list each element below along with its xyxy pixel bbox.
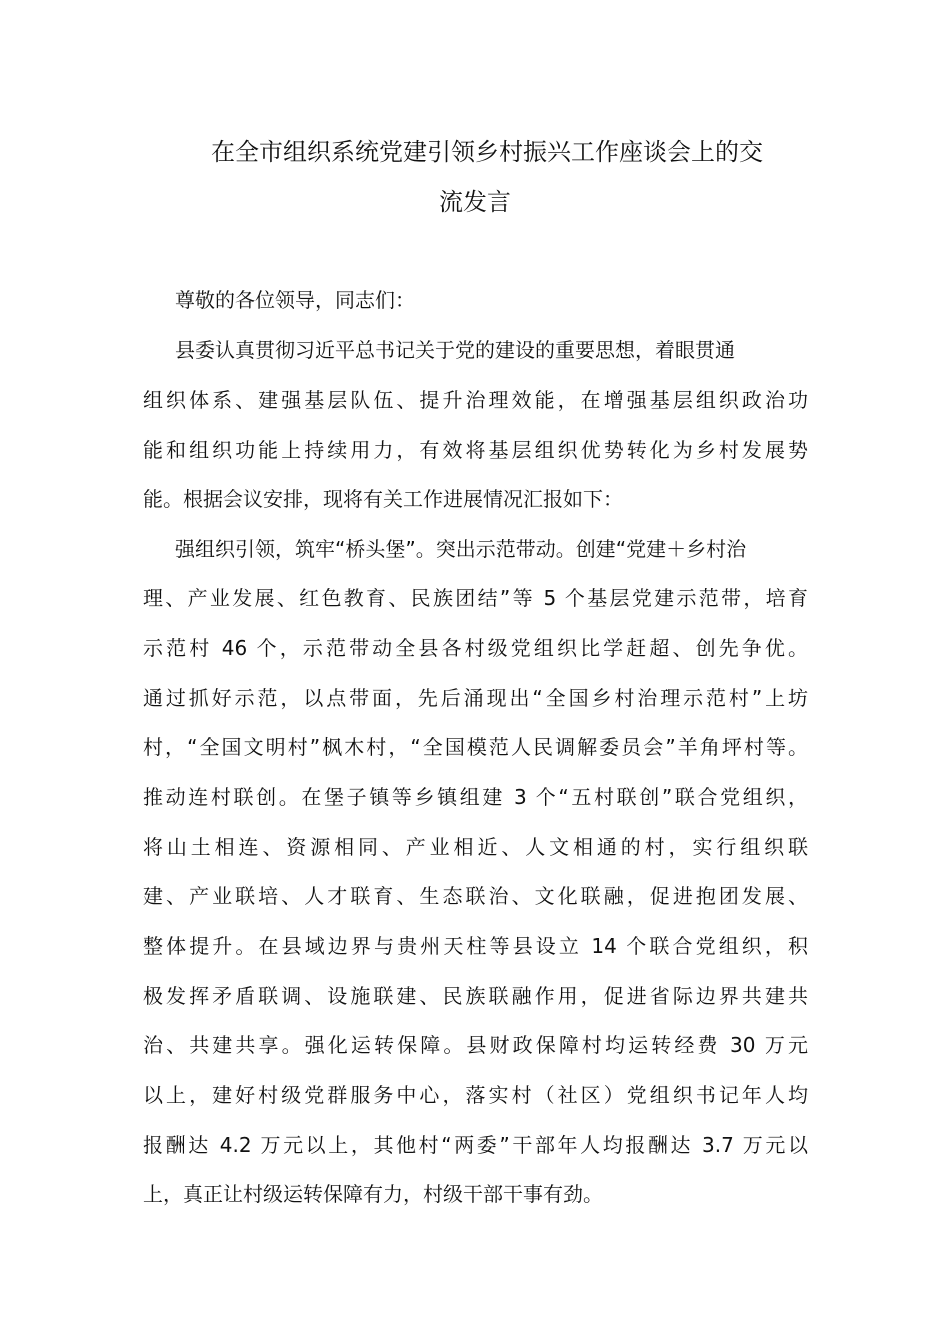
paragraph-line: 将山土相连、资源相同、产业相近、人文相通的村，实行组织联 <box>143 835 808 859</box>
paragraph-line: 建、产业联培、人才联育、生态联治、文化联融，促进抱团发展、 <box>143 884 808 908</box>
paragraph-line: 极发挥矛盾联调、设施联建、民族联融作用，促进省际边界共建共 <box>143 984 808 1008</box>
document-title-line-2: 流发言 <box>439 188 511 216</box>
paragraph-line: 上，真正让村级运转保障有力，村级干部干事有劲。 <box>143 1182 603 1206</box>
document-title-line-1: 在全市组织系统党建引领乡村振兴工作座谈会上的交 <box>211 138 763 166</box>
paragraph-line: 能。根据会议安排，现将有关工作进展情况汇报如下： <box>143 487 623 511</box>
paragraph-line: 示范村 46 个，示范带动全县各村级党组织比学赶超、创先争优。 <box>143 636 808 660</box>
paragraph-line: 强组织引领，筑牢“桥头堡”。突出示范带动。创建“党建＋乡村治 <box>175 537 747 561</box>
paragraph-line: 整体提升。在县域边界与贵州天柱等县设立 14 个联合党组织，积 <box>143 934 808 958</box>
paragraph-line: 县委认真贯彻习近平总书记关于党的建设的重要思想，着眼贯通 <box>175 338 735 362</box>
paragraph-line: 推动连村联创。在堡子镇等乡镇组建 3 个“五村联创”联合党组织， <box>143 785 808 809</box>
paragraph-line: 村，“全国文明村”枫木村，“全国模范人民调解委员会”羊角坪村等。 <box>143 735 808 759</box>
paragraph-line: 报酬达 4.2 万元以上，其他村“两委”干部年人均报酬达 3.7 万元以 <box>143 1133 808 1157</box>
salutation: 尊敬的各位领导，同志们： <box>175 288 415 312</box>
paragraph-line: 组织体系、建强基层队伍、提升治理效能，在增强基层组织政治功 <box>143 388 808 412</box>
paragraph-line: 通过抓好示范，以点带面，先后涌现出“全国乡村治理示范村”上坊 <box>143 686 808 710</box>
paragraph-line: 治、共建共享。强化运转保障。县财政保障村均运转经费 30 万元 <box>143 1033 808 1057</box>
paragraph-line: 能和组织功能上持续用力，有效将基层组织优势转化为乡村发展势 <box>143 438 808 462</box>
paragraph-line: 以上，建好村级党群服务中心，落实村（社区）党组织书记年人均 <box>143 1083 808 1107</box>
paragraph-line: 理、产业发展、红色教育、民族团结”等 5 个基层党建示范带，培育 <box>143 586 808 610</box>
